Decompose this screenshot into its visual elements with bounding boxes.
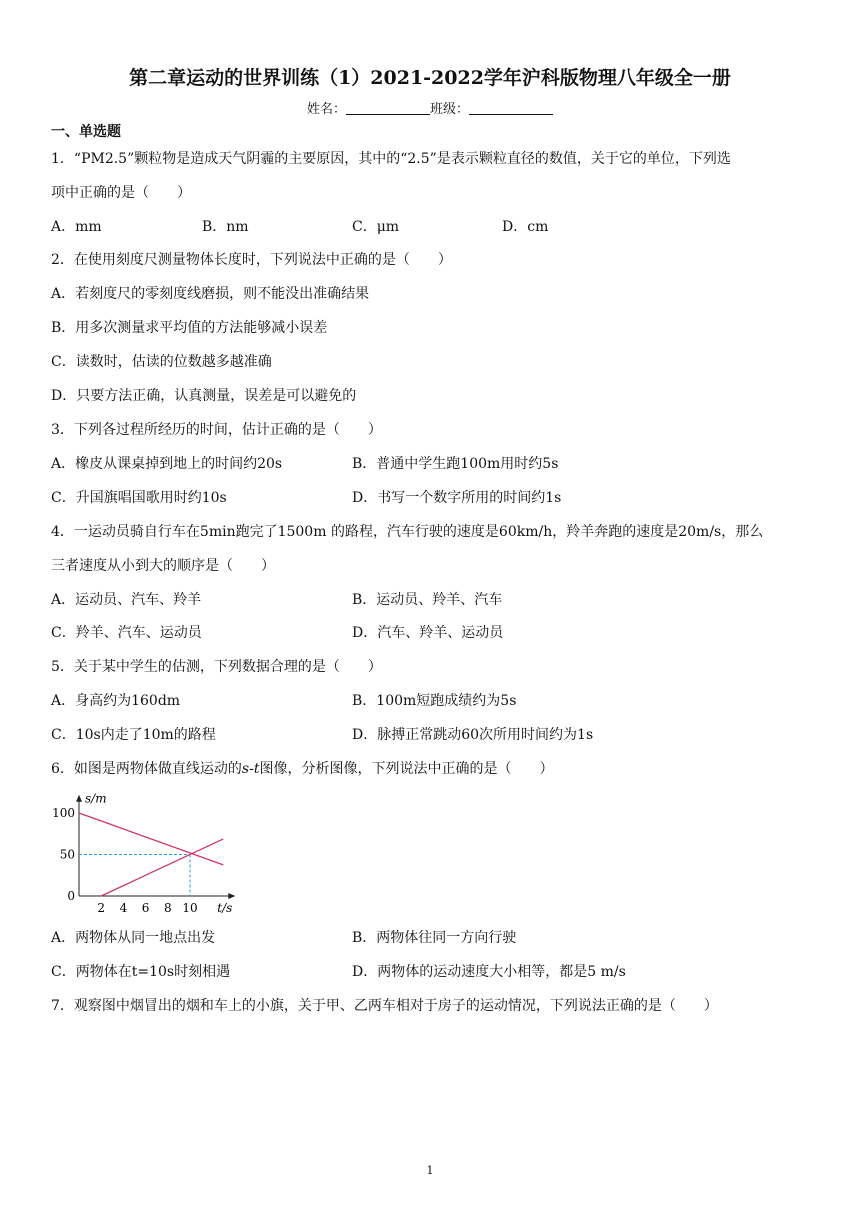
- q6-option-a: A．两物体从同一地点出发: [51, 930, 216, 946]
- q6-stem: [51, 760, 553, 778]
- series-line-2: [101, 839, 223, 896]
- section-title: 一、单选题: [51, 124, 121, 140]
- q5-stem: 5．关于某中学生的估测，下列数据合理的是（ ）: [51, 659, 382, 675]
- q2-option-c: C．读数时，估读的位数越多越准确: [51, 354, 272, 370]
- q6-option-b: B．两物体往同一方向行驶: [352, 930, 517, 946]
- q2-stem: 2．在使用刻度尺测量物体长度时，下列说法中正确的是（ ）: [51, 252, 452, 268]
- q6-stem-suffix: 图像，分析图像，下列说法中正确的是（ ）: [259, 761, 554, 777]
- name-label: 姓名：: [306, 102, 346, 117]
- x-tick-label: 8: [163, 901, 172, 915]
- q3-option-b: B．普通中学生跑100m用时约5s: [352, 456, 559, 472]
- q4-option-c: C．羚羊、汽车、运动员: [51, 625, 202, 641]
- st-chart: [50, 786, 240, 916]
- q3-stem: 3．下列各过程所经历的时间，估计正确的是（ ）: [51, 422, 382, 438]
- q6-stem-var: s-t: [241, 761, 260, 777]
- q5-option-b: B．100m短跑成绩约为5s: [352, 693, 517, 709]
- q2-option-a: A．若刻度尺的零刻度线磨损，则不能没出准确结果: [51, 286, 370, 302]
- class-label: 班级：: [430, 102, 470, 117]
- y-tick-label: 100: [52, 806, 75, 820]
- q5-option-d: D．脉搏正常跳动60次所用时间约为1s: [352, 727, 594, 743]
- q4-stem-line1: 4．一运动员骑自行车在5min跑完了1500m 的路程，汽车行驶的速度是60km/h，羚羊奔跑的速度是20m/s，那么: [51, 524, 764, 540]
- q4-option-a: A．运动员、汽车、羚羊: [51, 592, 202, 608]
- y-axis-label: s/m: [85, 791, 107, 806]
- page-title: 第二章运动的世界训练（1）2021-2022学年沪科版物理八年级全一册: [129, 67, 731, 89]
- name-class-line: [0, 101, 860, 119]
- y-tick-label: 50: [59, 847, 75, 862]
- class-blank: [469, 102, 553, 115]
- x-axis-arrow: [228, 893, 235, 899]
- x-tick-label: 6: [141, 901, 150, 915]
- q1-option-d: D．cm: [502, 219, 549, 235]
- q1-stem-line2: 项中正确的是（ ）: [51, 185, 191, 201]
- q3-option-d: D．书写一个数字所用的时间约1s: [352, 490, 562, 506]
- page-number: 1: [426, 1164, 434, 1177]
- q6-stem-prefix: 6．如图是两物体做直线运动的: [51, 761, 242, 777]
- q4-option-b: B．运动员、羚羊、汽车: [352, 592, 503, 608]
- y-tick-label: 0: [67, 889, 75, 903]
- q7-stem: 7．观察图中烟冒出的烟和车上的小旗，关于甲、乙两车相对于房子的运动情况，下列说法正确的是（ ）: [51, 998, 718, 1014]
- series-line-1: [79, 813, 223, 865]
- x-tick-label: 2: [97, 901, 106, 915]
- name-blank: [346, 102, 430, 115]
- q5-option-a: A．身高约为160dm: [51, 693, 181, 709]
- q1-option-c: C．μm: [352, 219, 400, 235]
- q1-option-a: A．mm: [51, 219, 102, 235]
- q3-option-a: A．橡皮从课桌掉到地上的时间约20s: [51, 456, 283, 472]
- q6-option-d: D．两物体的运动速度大小相等，都是5 m/s: [352, 964, 626, 980]
- q4-stem-line2: 三者速度从小到大的顺序是（ ）: [51, 558, 275, 574]
- q2-option-b: B．用多次测量求平均值的方法能够减小误差: [51, 320, 328, 336]
- q4-option-d: D．汽车、羚羊、运动员: [352, 625, 504, 641]
- q6-option-c: C．两物体在t=10s时刻相遇: [51, 964, 231, 980]
- x-axis-label: t/s: [217, 901, 233, 915]
- q3-option-c: C．升国旗唱国歌用时约10s: [51, 490, 227, 506]
- y-axis-arrow: [76, 795, 82, 802]
- x-tick-label: 10: [182, 901, 198, 915]
- q2-option-d: D．只要方法正确，认真测量，误差是可以避免的: [51, 388, 357, 404]
- q5-option-c: C．10s内走了10m的路程: [51, 727, 216, 743]
- q1-stem-line1: 1．“PM2.5”颗粒物是造成天气阴霾的主要原因，其中的“2.5”是表示颗粒直径的数值，关于它的单位，下列选: [51, 151, 731, 167]
- q1-option-b: B．nm: [202, 219, 249, 235]
- x-tick-label: 4: [119, 901, 128, 915]
